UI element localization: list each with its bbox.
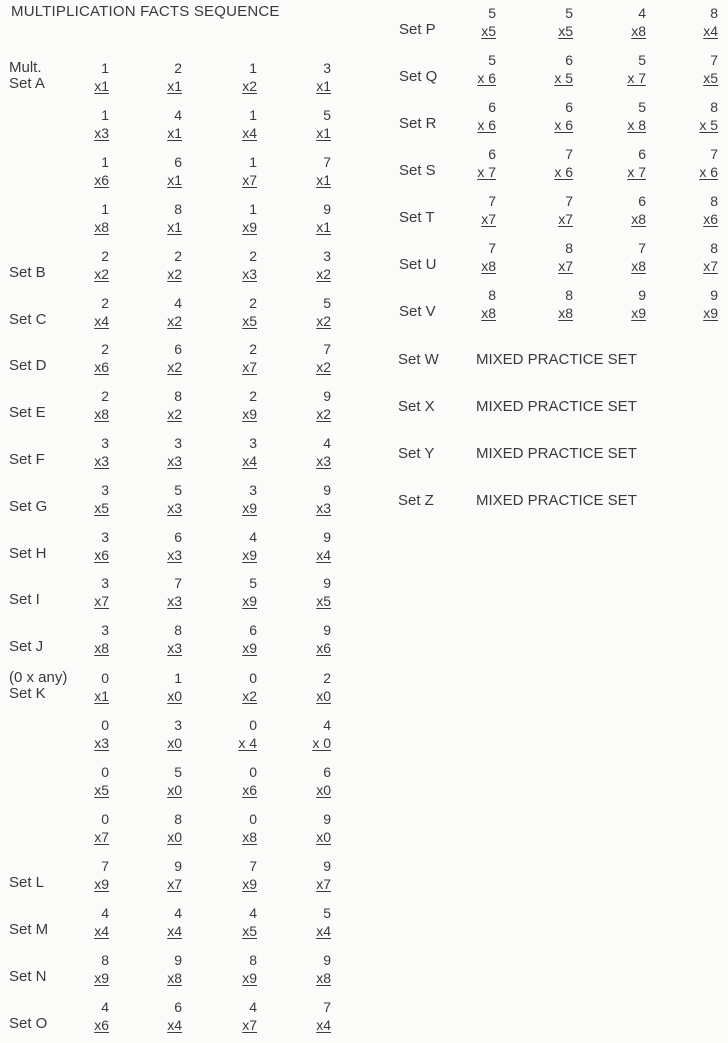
multiplier: x4 bbox=[242, 453, 257, 469]
multiplicand: 2 bbox=[174, 248, 182, 264]
multiplier: x 7 bbox=[477, 164, 496, 180]
multiplier: x7 bbox=[94, 829, 109, 845]
multiplicand: 5 bbox=[565, 5, 573, 21]
multiplier: x2 bbox=[94, 266, 109, 282]
multiplier: x5 bbox=[242, 923, 257, 939]
multiplicand: 6 bbox=[174, 341, 182, 357]
multiplier: x8 bbox=[631, 211, 646, 227]
multiplier: x9 bbox=[242, 876, 257, 892]
multiplicand: 0 bbox=[101, 811, 109, 827]
multiplicand: 5 bbox=[249, 575, 257, 591]
mixed-practice-label: MIXED PRACTICE SET bbox=[476, 398, 637, 415]
multiplicand: 8 bbox=[710, 5, 718, 21]
multiplier: x 5 bbox=[554, 70, 573, 86]
set-label: Set D bbox=[9, 357, 47, 374]
multiplicand: 5 bbox=[638, 99, 646, 115]
multiplier: x1 bbox=[167, 172, 182, 188]
multiplicand: 2 bbox=[101, 388, 109, 404]
multiplier: x6 bbox=[94, 359, 109, 375]
set-label: Set Y bbox=[398, 445, 435, 462]
multiplier: x8 bbox=[481, 305, 496, 321]
multiplicand: 3 bbox=[101, 435, 109, 451]
multiplier: x4 bbox=[316, 547, 331, 563]
multiplicand: 2 bbox=[249, 388, 257, 404]
multiplier: x7 bbox=[481, 211, 496, 227]
multiplier: x9 bbox=[703, 305, 718, 321]
multiplier: x6 bbox=[242, 782, 257, 798]
multiplier: x7 bbox=[703, 258, 718, 274]
multiplicand: 0 bbox=[249, 811, 257, 827]
multiplicand: 9 bbox=[323, 952, 331, 968]
multiplicand: 4 bbox=[174, 905, 182, 921]
multiplicand: 4 bbox=[174, 295, 182, 311]
multiplier: x8 bbox=[94, 640, 109, 656]
multiplier: x4 bbox=[94, 923, 109, 939]
set-label: (0 x any) Set K bbox=[9, 669, 68, 702]
multiplier: x3 bbox=[167, 500, 182, 516]
multiplicand: 7 bbox=[323, 341, 331, 357]
multiplicand: 4 bbox=[174, 107, 182, 123]
multiplier: x0 bbox=[167, 735, 182, 751]
multiplicand: 1 bbox=[101, 201, 109, 217]
multiplicand: 6 bbox=[174, 154, 182, 170]
multiplicand: 1 bbox=[249, 60, 257, 76]
set-label: Set P bbox=[399, 21, 436, 38]
multiplier: x5 bbox=[703, 70, 718, 86]
multiplier: x 6 bbox=[554, 117, 573, 133]
multiplicand: 5 bbox=[174, 764, 182, 780]
set-label: Set W bbox=[398, 351, 439, 368]
multiplier: x7 bbox=[242, 172, 257, 188]
multiplier: x3 bbox=[94, 125, 109, 141]
multiplier: x8 bbox=[167, 970, 182, 986]
multiplicand: 8 bbox=[488, 287, 496, 303]
multiplicand: 0 bbox=[101, 717, 109, 733]
multiplicand: 7 bbox=[323, 154, 331, 170]
multiplier: x7 bbox=[558, 211, 573, 227]
multiplicand: 8 bbox=[174, 388, 182, 404]
multiplicand: 4 bbox=[323, 435, 331, 451]
multiplicand: 0 bbox=[101, 670, 109, 686]
multiplicand: 0 bbox=[249, 717, 257, 733]
multiplier: x4 bbox=[703, 23, 718, 39]
set-label: Set R bbox=[399, 115, 437, 132]
set-label: Set J bbox=[9, 638, 44, 655]
multiplier: x3 bbox=[94, 453, 109, 469]
multiplicand: 2 bbox=[101, 341, 109, 357]
set-label: Set O bbox=[9, 1015, 48, 1032]
set-label: Set Q bbox=[399, 68, 438, 85]
multiplier: x7 bbox=[94, 593, 109, 609]
multiplier: x9 bbox=[242, 547, 257, 563]
multiplier: x1 bbox=[167, 125, 182, 141]
multiplicand: 6 bbox=[323, 764, 331, 780]
multiplier: x8 bbox=[242, 829, 257, 845]
multiplicand: 4 bbox=[638, 5, 646, 21]
multiplicand: 3 bbox=[101, 622, 109, 638]
multiplier: x4 bbox=[167, 923, 182, 939]
multiplicand: 2 bbox=[249, 295, 257, 311]
multiplier: x8 bbox=[481, 258, 496, 274]
multiplier: x 7 bbox=[627, 164, 646, 180]
multiplicand: 4 bbox=[249, 999, 257, 1015]
multiplier: x8 bbox=[631, 23, 646, 39]
multiplier: x1 bbox=[167, 219, 182, 235]
multiplier: x6 bbox=[94, 547, 109, 563]
set-label: Set I bbox=[9, 591, 40, 608]
multiplicand: 7 bbox=[488, 193, 496, 209]
multiplicand: 6 bbox=[174, 529, 182, 545]
multiplicand: 0 bbox=[101, 764, 109, 780]
multiplicand: 6 bbox=[174, 999, 182, 1015]
multiplicand: 1 bbox=[174, 670, 182, 686]
multiplier: x 5 bbox=[699, 117, 718, 133]
multiplier: x4 bbox=[167, 1017, 182, 1033]
multiplicand: 1 bbox=[249, 154, 257, 170]
mixed-practice-label: MIXED PRACTICE SET bbox=[476, 351, 637, 368]
multiplier: x2 bbox=[316, 406, 331, 422]
multiplicand: 6 bbox=[638, 193, 646, 209]
multiplier: x8 bbox=[316, 970, 331, 986]
multiplicand: 8 bbox=[710, 99, 718, 115]
multiplicand: 4 bbox=[323, 717, 331, 733]
multiplier: x3 bbox=[316, 500, 331, 516]
set-label: Set F bbox=[9, 451, 45, 468]
multiplicand: 5 bbox=[323, 295, 331, 311]
multiplicand: 2 bbox=[323, 670, 331, 686]
multiplicand: 7 bbox=[323, 999, 331, 1015]
multiplier: x8 bbox=[558, 305, 573, 321]
multiplier: x0 bbox=[167, 782, 182, 798]
multiplier: x8 bbox=[94, 406, 109, 422]
multiplier: x9 bbox=[242, 970, 257, 986]
multiplier: x6 bbox=[94, 1017, 109, 1033]
multiplier: x5 bbox=[242, 313, 257, 329]
multiplier: x0 bbox=[316, 688, 331, 704]
multiplicand: 6 bbox=[488, 99, 496, 115]
multiplier: x3 bbox=[167, 593, 182, 609]
multiplier: x8 bbox=[631, 258, 646, 274]
set-label: Set Z bbox=[398, 492, 434, 509]
set-label: Set N bbox=[9, 968, 47, 985]
multiplicand: 4 bbox=[101, 905, 109, 921]
multiplier: x7 bbox=[242, 1017, 257, 1033]
multiplier: x3 bbox=[167, 547, 182, 563]
set-label: Set B bbox=[9, 264, 46, 281]
multiplier: x 6 bbox=[699, 164, 718, 180]
multiplier: x2 bbox=[167, 359, 182, 375]
multiplier: x9 bbox=[242, 219, 257, 235]
multiplicand: 1 bbox=[101, 60, 109, 76]
multiplier: x5 bbox=[481, 23, 496, 39]
multiplicand: 9 bbox=[323, 388, 331, 404]
multiplicand: 3 bbox=[174, 717, 182, 733]
multiplier: x 6 bbox=[477, 117, 496, 133]
multiplicand: 8 bbox=[710, 240, 718, 256]
multiplier: x9 bbox=[94, 970, 109, 986]
multiplier: x1 bbox=[167, 78, 182, 94]
multiplier: x5 bbox=[94, 500, 109, 516]
multiplicand: 5 bbox=[323, 107, 331, 123]
set-label: Set X bbox=[398, 398, 435, 415]
multiplier: x7 bbox=[167, 876, 182, 892]
multiplicand: 3 bbox=[101, 482, 109, 498]
multiplicand: 4 bbox=[249, 905, 257, 921]
multiplicand: 7 bbox=[249, 858, 257, 874]
multiplier: x6 bbox=[316, 640, 331, 656]
multiplier: x9 bbox=[631, 305, 646, 321]
multiplier: x4 bbox=[316, 1017, 331, 1033]
multiplier: x7 bbox=[242, 359, 257, 375]
multiplier: x1 bbox=[94, 688, 109, 704]
set-label: Set M bbox=[9, 921, 49, 938]
multiplicand: 9 bbox=[323, 622, 331, 638]
multiplier: x6 bbox=[94, 172, 109, 188]
multiplicand: 9 bbox=[174, 858, 182, 874]
multiplicand: 5 bbox=[488, 52, 496, 68]
set-label: Mult. Set A bbox=[9, 59, 45, 92]
multiplicand: 7 bbox=[174, 575, 182, 591]
multiplicand: 5 bbox=[323, 905, 331, 921]
set-label: Set L bbox=[9, 874, 45, 891]
multiplicand: 7 bbox=[710, 146, 718, 162]
multiplier: x4 bbox=[242, 125, 257, 141]
multiplier: x2 bbox=[316, 313, 331, 329]
multiplier: x3 bbox=[94, 735, 109, 751]
multiplicand: 8 bbox=[174, 811, 182, 827]
multiplicand: 7 bbox=[565, 193, 573, 209]
multiplier: x1 bbox=[316, 219, 331, 235]
multiplicand: 4 bbox=[101, 999, 109, 1015]
multiplier: x2 bbox=[167, 313, 182, 329]
multiplier: x0 bbox=[167, 829, 182, 845]
multiplier: x0 bbox=[167, 688, 182, 704]
set-label: Set E bbox=[9, 404, 46, 421]
set-label: Set V bbox=[399, 303, 436, 320]
multiplicand: 2 bbox=[249, 341, 257, 357]
multiplier: x2 bbox=[167, 266, 182, 282]
page-title: MULTIPLICATION FACTS SEQUENCE bbox=[11, 3, 280, 20]
multiplicand: 6 bbox=[638, 146, 646, 162]
set-label: Set H bbox=[9, 545, 47, 562]
multiplier: x7 bbox=[558, 258, 573, 274]
multiplicand: 2 bbox=[101, 248, 109, 264]
multiplicand: 8 bbox=[174, 622, 182, 638]
multiplier: x2 bbox=[167, 406, 182, 422]
multiplicand: 2 bbox=[101, 295, 109, 311]
multiplicand: 9 bbox=[323, 201, 331, 217]
multiplicand: 7 bbox=[638, 240, 646, 256]
multiplicand: 9 bbox=[710, 287, 718, 303]
multiplier: x3 bbox=[242, 266, 257, 282]
multiplicand: 3 bbox=[174, 435, 182, 451]
multiplicand: 9 bbox=[638, 287, 646, 303]
multiplier: x9 bbox=[94, 876, 109, 892]
multiplier: x 7 bbox=[627, 70, 646, 86]
multiplier: x1 bbox=[316, 125, 331, 141]
multiplicand: 8 bbox=[710, 193, 718, 209]
set-label: Set G bbox=[9, 498, 48, 515]
multiplicand: 3 bbox=[323, 60, 331, 76]
multiplicand: 9 bbox=[323, 575, 331, 591]
multiplier: x7 bbox=[316, 876, 331, 892]
multiplier: x3 bbox=[167, 453, 182, 469]
multiplier: x3 bbox=[316, 453, 331, 469]
multiplicand: 8 bbox=[565, 287, 573, 303]
multiplicand: 1 bbox=[249, 107, 257, 123]
mixed-practice-label: MIXED PRACTICE SET bbox=[476, 445, 637, 462]
multiplicand: 2 bbox=[174, 60, 182, 76]
multiplicand: 0 bbox=[249, 670, 257, 686]
mixed-practice-label: MIXED PRACTICE SET bbox=[476, 492, 637, 509]
set-label: Set T bbox=[399, 209, 435, 226]
multiplicand: 4 bbox=[249, 529, 257, 545]
multiplier: x1 bbox=[316, 78, 331, 94]
multiplicand: 3 bbox=[323, 248, 331, 264]
multiplicand: 5 bbox=[638, 52, 646, 68]
multiplier: x4 bbox=[94, 313, 109, 329]
multiplier: x4 bbox=[316, 923, 331, 939]
multiplicand: 6 bbox=[565, 52, 573, 68]
multiplier: x 4 bbox=[238, 735, 257, 751]
multiplicand: 7 bbox=[565, 146, 573, 162]
multiplicand: 1 bbox=[101, 107, 109, 123]
multiplier: x2 bbox=[242, 78, 257, 94]
multiplier: x0 bbox=[316, 829, 331, 845]
multiplier: x9 bbox=[242, 406, 257, 422]
multiplier: x2 bbox=[316, 359, 331, 375]
multiplicand: 5 bbox=[488, 5, 496, 21]
multiplier: x 8 bbox=[627, 117, 646, 133]
multiplier: x8 bbox=[94, 219, 109, 235]
multiplicand: 1 bbox=[101, 154, 109, 170]
multiplicand: 7 bbox=[488, 240, 496, 256]
multiplicand: 6 bbox=[565, 99, 573, 115]
multiplier: x2 bbox=[242, 688, 257, 704]
multiplicand: 9 bbox=[323, 811, 331, 827]
set-label: Set S bbox=[399, 162, 436, 179]
multiplier: x9 bbox=[242, 500, 257, 516]
multiplicand: 3 bbox=[249, 435, 257, 451]
set-label: Set U bbox=[399, 256, 437, 273]
multiplicand: 3 bbox=[101, 575, 109, 591]
multiplicand: 8 bbox=[174, 201, 182, 217]
multiplicand: 8 bbox=[249, 952, 257, 968]
multiplier: x9 bbox=[242, 593, 257, 609]
multiplicand: 6 bbox=[249, 622, 257, 638]
multiplicand: 3 bbox=[249, 482, 257, 498]
multiplicand: 8 bbox=[565, 240, 573, 256]
multiplier: x5 bbox=[316, 593, 331, 609]
multiplier: x 6 bbox=[477, 70, 496, 86]
multiplier: x1 bbox=[94, 78, 109, 94]
multiplier: x3 bbox=[167, 640, 182, 656]
multiplicand: 6 bbox=[488, 146, 496, 162]
multiplicand: 9 bbox=[323, 529, 331, 545]
multiplier: x6 bbox=[703, 211, 718, 227]
multiplicand: 3 bbox=[101, 529, 109, 545]
multiplier: x5 bbox=[558, 23, 573, 39]
multiplier: x0 bbox=[316, 782, 331, 798]
set-label: Set C bbox=[9, 311, 47, 328]
multiplicand: 8 bbox=[101, 952, 109, 968]
multiplier: x 6 bbox=[554, 164, 573, 180]
multiplicand: 0 bbox=[249, 764, 257, 780]
multiplicand: 7 bbox=[710, 52, 718, 68]
multiplicand: 9 bbox=[323, 482, 331, 498]
multiplier: x5 bbox=[94, 782, 109, 798]
multiplicand: 2 bbox=[249, 248, 257, 264]
multiplicand: 9 bbox=[174, 952, 182, 968]
multiplicand: 1 bbox=[249, 201, 257, 217]
multiplier: x 0 bbox=[312, 735, 331, 751]
multiplicand: 9 bbox=[323, 858, 331, 874]
multiplier: x9 bbox=[242, 640, 257, 656]
multiplicand: 7 bbox=[101, 858, 109, 874]
multiplier: x2 bbox=[316, 266, 331, 282]
multiplier: x1 bbox=[316, 172, 331, 188]
multiplicand: 5 bbox=[174, 482, 182, 498]
